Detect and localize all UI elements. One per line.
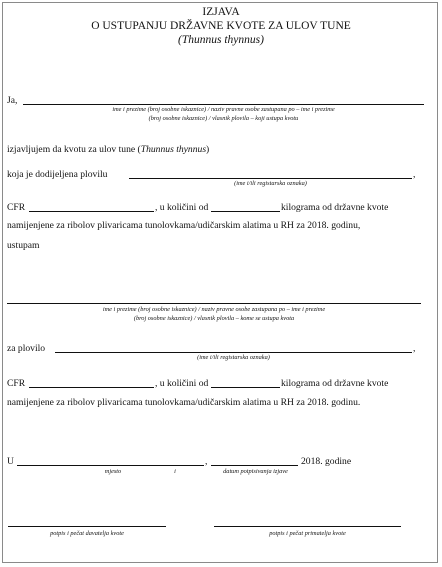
cfr-field-1[interactable] xyxy=(31,201,153,212)
place-caption: mjesto xyxy=(104,468,122,475)
vessel-assigned-label: koja je dodijeljena plovilu xyxy=(7,169,108,180)
kg-text-1: kilograma od državne kvote xyxy=(281,202,389,213)
action-text: ustupam xyxy=(7,240,40,251)
amount-field-1[interactable] xyxy=(213,201,279,212)
recipient-caption-1: ime i prezime (broj osobne iskaznice) / naziv pravne osobe zastupana po – ime i prezime xyxy=(102,306,326,313)
cfr-label-2: CFR xyxy=(7,378,26,389)
date-field[interactable] xyxy=(213,455,297,466)
declarant-caption-1: ime i prezime (broj osobne iskaznice) / naziv pravne osobe zastupana po – ime i prezime xyxy=(112,106,335,113)
giver-signature-line[interactable] xyxy=(8,526,166,527)
statement-text: izjavljujem da kvotu za ulov tune (Thunnus thynnus) xyxy=(7,144,210,155)
vessel-assigned-comma: , xyxy=(413,169,416,180)
and-caption: i xyxy=(174,468,176,475)
vessel-recipient-field[interactable] xyxy=(57,342,411,353)
cfr-field-2[interactable] xyxy=(31,377,153,388)
kg-text-2: kilograma od državne kvote xyxy=(281,378,389,389)
declaration-form xyxy=(2,2,438,563)
purpose-text-2: namijenjene za ribolov plivaricama tunolovkama/udičarskim alatima u RH za 2018. godinu. xyxy=(7,397,361,408)
vessel-assigned-field[interactable] xyxy=(131,168,411,179)
recipient-field[interactable] xyxy=(9,293,419,304)
place-field[interactable] xyxy=(19,455,203,466)
vessel-recipient-label: za plovilo xyxy=(7,343,46,354)
declarant-caption-2: (broj osobne iskaznice) / vlasnik plovila – koji ustupa kvotu xyxy=(148,115,299,122)
amount-field-2[interactable] xyxy=(213,377,279,388)
place-prefix: U xyxy=(7,456,14,467)
form-subtitle: O USTUPANJU DRŽAVNE KVOTE ZA ULOV TUNE xyxy=(91,20,351,32)
vessel-assigned-caption: (ime i/ili registarska oznaka) xyxy=(234,180,307,187)
declarant-field[interactable] xyxy=(25,94,423,105)
vessel-recipient-caption: (ime i/ili registarska oznaka) xyxy=(197,354,270,361)
giver-signature-caption: potpis i pečat davatelja kvote xyxy=(50,530,124,537)
purpose-text-1: namijenjene za ribolov plivaricama tunolovkama/udičarskim alatima u RH za 2018. godinu, xyxy=(7,220,361,231)
declarant-label: Ja, xyxy=(7,95,18,106)
recipient-caption-2: (broj osobne iskaznice) / vlasnik plovila – kome se ustupa kvota xyxy=(133,315,295,322)
form-title: IZJAVA xyxy=(202,6,240,18)
place-date-separator: , xyxy=(205,456,208,467)
year-text: 2018. godine xyxy=(301,456,352,467)
vessel-recipient-comma: , xyxy=(413,343,416,354)
date-caption: datum potpisivanja izjave xyxy=(223,468,288,475)
receiver-signature-line[interactable] xyxy=(214,526,401,527)
amount-text-2: , u količini od xyxy=(155,378,209,389)
receiver-signature-caption: potpis i pečat primatelja kvote xyxy=(269,530,346,537)
amount-text-1: , u količini od xyxy=(155,202,209,213)
cfr-label-1: CFR xyxy=(7,202,26,213)
form-species: (Thunnus thynnus) xyxy=(178,34,264,46)
